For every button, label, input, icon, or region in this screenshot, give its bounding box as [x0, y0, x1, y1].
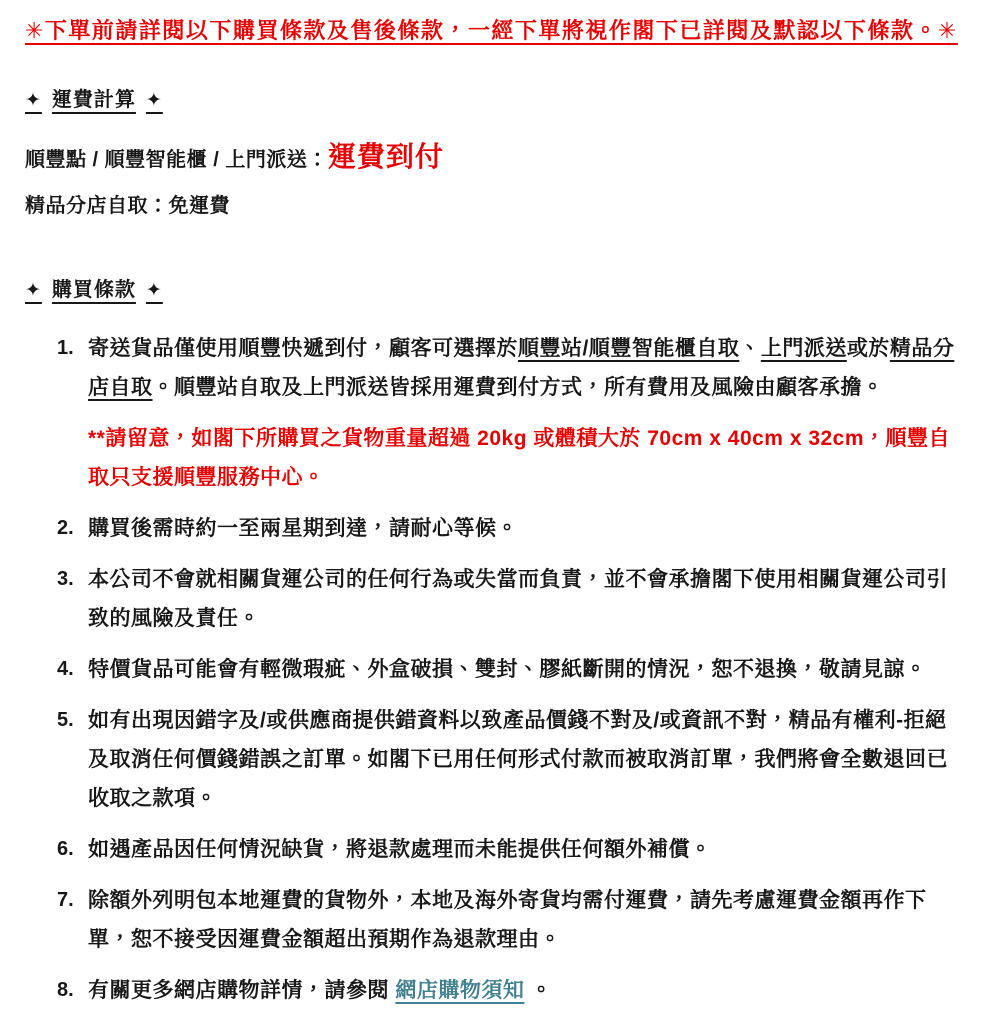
sf-weight-limit-note: **請留意，如閣下所購買之貨物重量超過 20kg 或體積大於 70cm x 40cm x 32cm，順豐自取只支援順豐服務中心。: [88, 427, 951, 489]
text-segment: 或於: [846, 337, 890, 360]
item-number: 1.: [57, 337, 74, 359]
text-segment: 寄送貨品僅使用順豐快遞到付，顧客可選擇於: [88, 337, 518, 360]
term-item-pricing-errors: [57, 701, 965, 818]
item-number: 8.: [57, 979, 74, 1001]
term-item-out-of-stock: [57, 830, 965, 869]
text-segment: 有關更多網店購物詳情，請參閱: [88, 979, 396, 1002]
item-number: 7.: [57, 889, 74, 911]
diamond-icon: ✦: [145, 280, 163, 301]
diamond-icon: ✦: [25, 280, 42, 301]
purchase-terms-heading-label: 購買條款: [51, 279, 136, 301]
delivery-time-text: 購買後需時約一至兩星期到達，請耐心等候。: [88, 517, 518, 540]
pre-order-notice: ✳下單前請詳閱以下購買條款及售後條款，一經下單將視作閣下已詳閱及默認以下條款。✳: [25, 18, 958, 43]
freight-collect-value: 運費到付: [327, 141, 444, 172]
item-text: [88, 971, 965, 1010]
item-number: 6.: [57, 838, 74, 860]
shop-guide-link[interactable]: 網店購物須知: [395, 979, 525, 1002]
purchase-terms-heading: [25, 278, 965, 303]
term-item-delivery-options: [57, 329, 965, 497]
item-text: [88, 329, 965, 497]
item-number: 3.: [57, 568, 74, 590]
sf-shipping-line: [25, 139, 965, 178]
term-item-delivery-time: [57, 509, 965, 548]
item-text: [88, 509, 965, 548]
store-pickup-line: 精品分店自取：免運費: [25, 195, 230, 217]
item-text: [88, 701, 965, 818]
text-segment: 。: [524, 979, 553, 1002]
term-item-shipping-fees: [57, 881, 965, 959]
shipping-calc-heading: [25, 88, 965, 113]
shipping-calc-heading-label: 運費計算: [51, 89, 136, 111]
delivery-options-text: [88, 329, 965, 407]
door-delivery-term: 上門派送: [760, 337, 847, 360]
diamond-icon: ✦: [145, 90, 163, 111]
sale-goods-condition-text: 特價貨品可能會有輕微瑕疵、外盒破損、雙封、膠紙斷開的情況，恕不退換，敬請見諒。: [88, 658, 927, 681]
item-number: 5.: [57, 709, 74, 731]
terms-list: [25, 329, 965, 1010]
term-item-more-info: [57, 971, 965, 1010]
text-segment: 。順豐站自取及上門派送皆採用運費到付方式，所有費用及風險由顧客承擔。: [152, 376, 884, 399]
store-pickup-term: 精品分店自取: [88, 337, 955, 399]
item-text: [88, 560, 965, 638]
item-text: [88, 650, 965, 689]
term-item-sale-goods-condition: [57, 650, 965, 689]
item-number: 4.: [57, 658, 74, 680]
item-text: [88, 881, 965, 959]
pricing-errors-text: 如有出現因錯字及/或供應商提供錯資料以致產品價錢不對及/或資訊不對，精品有權利-拒絕及取消任何價錢錯誤之訂單。如閣下已用任何形式付款而被取消訂單，我們將會全數退回已收取之款項。: [88, 709, 948, 810]
text-segment: 、: [739, 337, 761, 360]
item-text: [88, 830, 965, 869]
courier-liability-text: 本公司不會就相關貨運公司的任何行為或失當而負責，並不會承擔閣下使用相關貨運公司引致的風險及責任。: [88, 568, 948, 630]
sf-options-label: 順豐點 / 順豐智能櫃 / 上門派送：: [25, 149, 328, 171]
more-info-text: [88, 971, 965, 1010]
term-item-courier-liability: [57, 560, 965, 638]
sf-station-pickup-term: 順豐站/順豐智能櫃自取: [518, 337, 740, 360]
item-number: 2.: [57, 517, 74, 539]
out-of-stock-text: 如遇產品因任何情況缺貨，將退款處理而未能提供任何額外補償。: [88, 838, 712, 861]
shipping-fees-text: 除額外列明包本地運費的貨物外，本地及海外寄貨均需付運費，請先考慮運費金額再作下單，恕不接受因運費金額超出預期作為退款理由。: [88, 889, 927, 951]
diamond-icon: ✦: [25, 90, 42, 111]
